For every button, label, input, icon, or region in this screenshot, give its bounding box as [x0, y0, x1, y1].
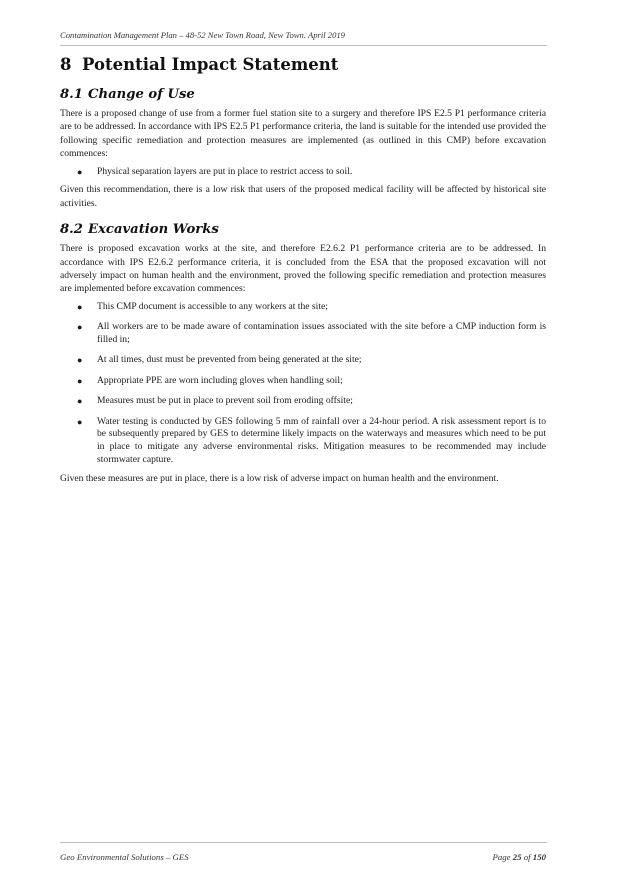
- subsection-number: 8.1: [60, 87, 83, 102]
- paragraph-change-of-use-conclusion: Given this recommendation, there is a low risk that users of the proposed medical facility will be affected by historical site activities.: [60, 184, 546, 209]
- paragraph-excavation-conclusion: Given these measures are put in place, there is a low risk of adverse impact on human health and the environment.: [60, 472, 499, 484]
- section-heading: [60, 54, 546, 76]
- bullet-icon: ●: [77, 301, 83, 312]
- bullet-icon: ●: [77, 396, 83, 407]
- bullet-list-change-of-use: [60, 166, 546, 179]
- subsection-heading-change-of-use: [60, 86, 546, 104]
- header-divider: [60, 45, 547, 46]
- list-item: ● All workers are to be made aware of contamination issues associated with the site before a CMP induction form is filled in;: [77, 321, 546, 346]
- list-item: ● Measures must be put in place to prevent soil from eroding offsite;: [77, 395, 353, 407]
- list-item: ● This CMP document is accessible to any workers at the site;: [77, 300, 328, 312]
- paragraph-change-of-use-intro: There is a proposed change of use from a former fuel station site to a surgery and therefore IPS E2.5 P1 performance criteria are to be addressed. In accordance with IPS E2.5 P1 performance criteria, the land is suitable for the intended use provided the following specific remediation and protection measures are implemented (as outlined in this CMP) before excavation commences:: [60, 108, 546, 160]
- list-item: ● Physical separation layers are put in place to restrict access to soil.: [77, 165, 353, 177]
- bullet-icon: ●: [77, 416, 83, 427]
- bullet-list-excavation: [60, 301, 546, 467]
- footer-company: Geo Environmental Solutions – GES: [60, 852, 189, 862]
- running-header: Contamination Management Plan – 48-52 New Town Road, New Town. April 2019: [60, 30, 345, 40]
- page-current: 25: [512, 852, 522, 862]
- bullet-icon: ●: [77, 355, 83, 366]
- list-item: ● Water testing is conducted by GES following 5 mm of rainfall over a 24-hour period. A risk assessment report is to be subsequently prepared by GES to determine likely impacts on the waterways and measures which need to be put in place to mitigate any adverse environmental risks. Mitigation measures to be recommended may include stormwater capture.: [77, 415, 546, 465]
- page-number: Page 25 of 150: [492, 852, 546, 862]
- bullet-icon: ●: [77, 166, 83, 177]
- footer-divider: [60, 842, 547, 843]
- subsection-number: 8.2: [60, 222, 83, 238]
- bullet-icon: ●: [77, 375, 83, 386]
- bullet-icon: ●: [77, 322, 83, 333]
- list-item: ● Appropriate PPE are worn including gloves when handling soil;: [77, 374, 343, 386]
- list-item: ● At all times, dust must be prevented from being generated at the site;: [77, 354, 362, 366]
- section-number: 8: [60, 55, 72, 74]
- subsection-title-text: Excavation Works: [88, 222, 219, 238]
- section-title-text: Potential Impact Statement: [82, 55, 339, 74]
- subsection-heading-excavation-works: [60, 221, 546, 239]
- page-total: 150: [532, 852, 546, 862]
- page-content: [60, 54, 546, 485]
- subsection-title-text: Change of Use: [88, 87, 195, 102]
- paragraph-excavation-intro: There is proposed excavation works at the site, and therefore E2.6.2 P1 performance criteria are to be addressed. In accordance with IPS E2.6.2 performance criteria, it is concluded from the ESA that the proposed excavation will not adversely impact on human health and the environment, proved the following specific remediation and protection measures are implemented before excavation commences:: [60, 243, 546, 295]
